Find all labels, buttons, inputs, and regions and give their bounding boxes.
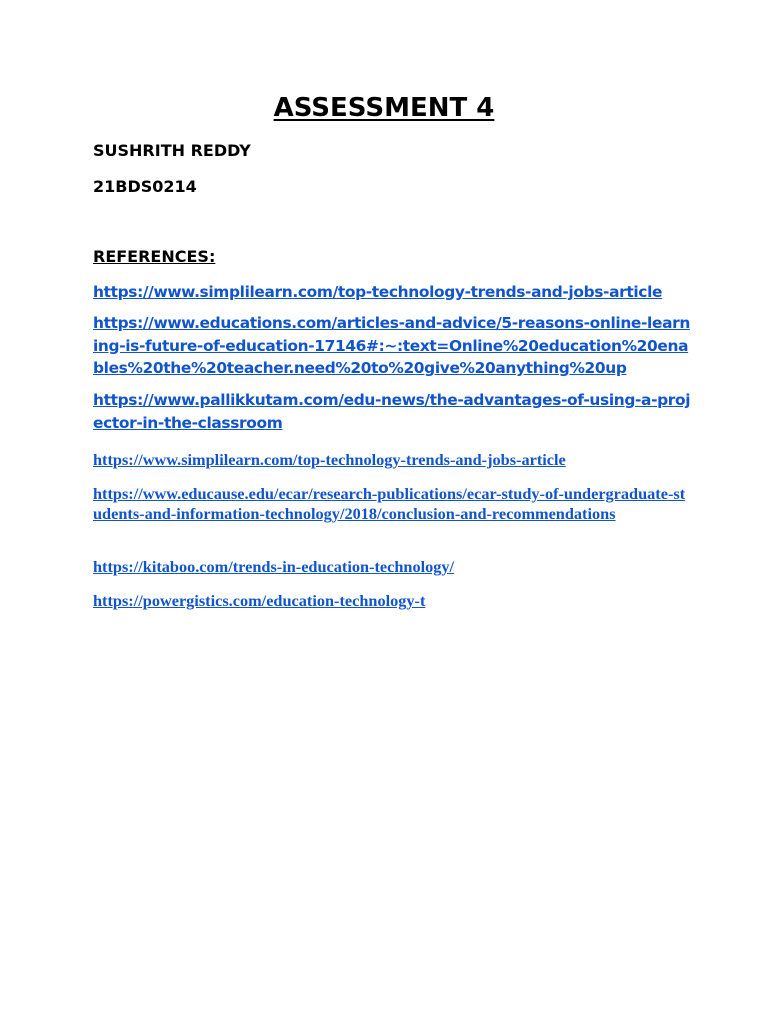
document-title-text: ASSESSMENT 4 <box>273 93 495 123</box>
reference-link[interactable]: https://kitaboo.com/trends-in-education-technology/ <box>93 557 455 576</box>
document-title <box>0 90 768 126</box>
reference-link[interactable]: https://www.educause.edu/ecar/research-publications/ecar-study-of-undergraduate-students-and-information-technology/2018/conclusion-and-recommendations <box>93 484 686 523</box>
reference-link[interactable]: https://www.simplilearn.com/top-technology-trends-and-jobs-article <box>93 450 566 469</box>
reference-link[interactable]: https://www.educations.com/articles-and-advice/5-reasons-online-learning-is-future-of-education-17146#:~:text=Online%20education%20enables%20the%20teacher.need%20to%20give%20anything%20up <box>93 314 690 378</box>
reference-link[interactable]: https://powergistics.com/education-technology-t <box>93 591 426 610</box>
reference-link[interactable]: https://www.pallikkutam.com/edu-news/the-advantages-of-using-a-projector-in-the-classroom <box>93 391 691 432</box>
registration-number: 21BDS0214 <box>93 177 197 196</box>
references-heading: REFERENCES: <box>93 247 216 266</box>
author-name: SUSHRITH REDDY <box>93 141 251 160</box>
reference-link[interactable]: https://www.simplilearn.com/top-technology-trends-and-jobs-article <box>93 283 663 301</box>
